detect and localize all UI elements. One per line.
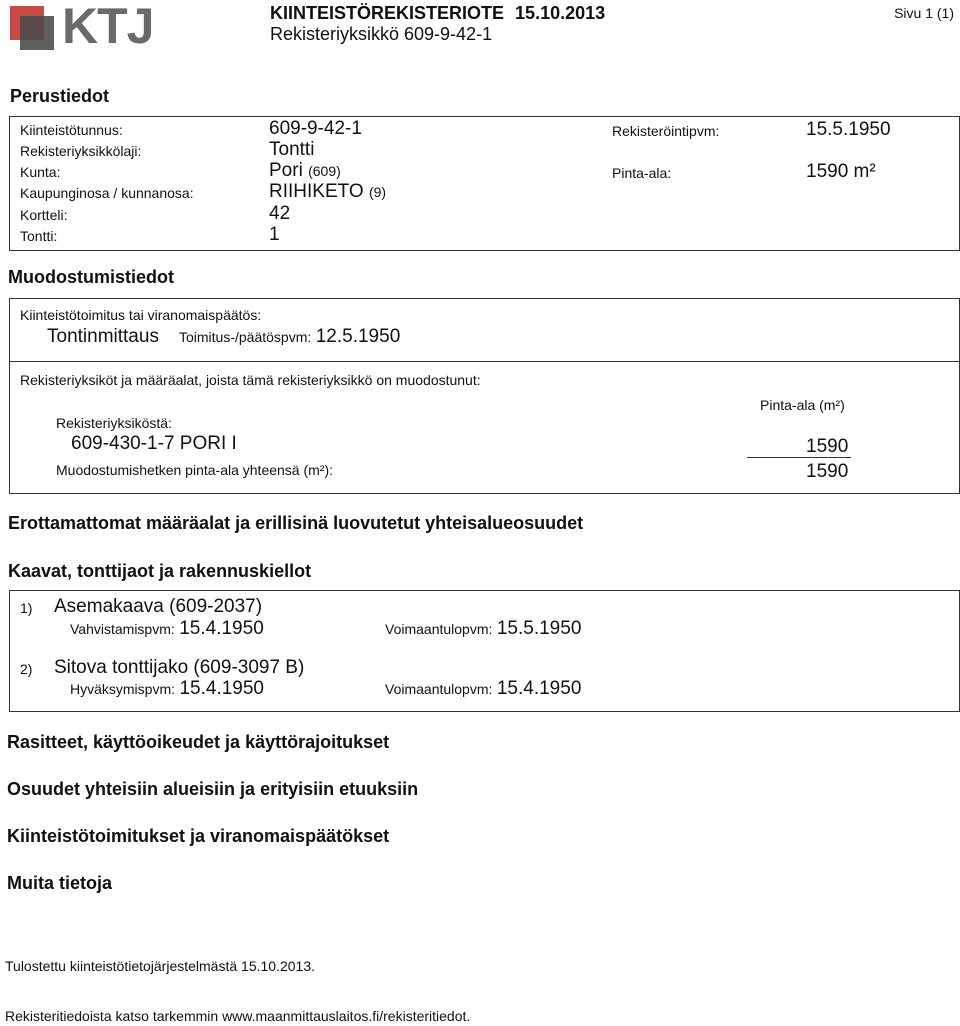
label-rekisteriyksikkolaji: Rekisteriyksikkölaji: bbox=[20, 143, 142, 159]
muodostumistiedot-heading: Muodostumistiedot bbox=[8, 267, 174, 287]
muodostumistiedot-box bbox=[9, 298, 960, 494]
kaava-1-date1-value: 15.4.1950 bbox=[179, 618, 264, 639]
toimitus-date bbox=[179, 326, 400, 348]
more-info-note: Rekisteritiedoista katso tarkemmin www.maanmittauslaitos.fi/rekisteritiedot. bbox=[5, 1008, 471, 1024]
value-kunta-code: (609) bbox=[308, 163, 341, 179]
perustiedot-heading: Perustiedot bbox=[10, 86, 110, 106]
area-column-header: Pinta-ala (m²) bbox=[760, 397, 845, 413]
label-kiinteistotunnus: Kiinteistötunnus: bbox=[20, 122, 123, 138]
label-origin: Rekisteriyksiköt ja määräalat, joista tämä rekisteriyksikkö on muodostunut: bbox=[20, 372, 481, 388]
kaavat-heading: Kaavat, tonttijaot ja rakennuskiellot bbox=[8, 561, 312, 581]
kaava-2-date2-label: Voimaantulopvm: bbox=[385, 681, 493, 697]
value-toimitus-date: 12.5.1950 bbox=[315, 326, 401, 347]
divider-line bbox=[10, 361, 959, 362]
kiinteistotoimitukset-heading: Kiinteistötoimitukset ja viranomaispäätökset bbox=[7, 826, 390, 846]
kaava-1-date1-label: Vahvistamispvm: bbox=[70, 621, 175, 637]
kaava-1-date2-label: Voimaantulopvm: bbox=[385, 621, 493, 637]
logo-grey-square bbox=[20, 16, 54, 50]
osuudet-heading: Osuudet yhteisiin alueisiin ja erityisiin etuuksiin bbox=[7, 779, 419, 799]
rasitteet-heading: Rasitteet, käyttöoikeudet ja käyttörajoitukset bbox=[7, 732, 390, 752]
kaava-2-date2 bbox=[385, 678, 581, 700]
value-tontti: 1 bbox=[269, 224, 280, 245]
erottamattomat-heading: Erottamattomat määräalat ja erillisinä luovutetut yhteisalueosuudet bbox=[8, 513, 584, 533]
value-kortteli: 42 bbox=[269, 203, 291, 224]
kaavat-box bbox=[9, 590, 960, 712]
label-rekisterointipvm: Rekisteröintipvm: bbox=[612, 123, 720, 139]
label-kaupunginosa: Kaupunginosa / kunnanosa: bbox=[20, 185, 194, 201]
value-rekisteriyksikkolaji: Tontti bbox=[269, 139, 315, 160]
logo-text: KTJ bbox=[62, 0, 154, 54]
document-date: 15.10.2013 bbox=[515, 3, 606, 23]
label-toimitus-date: Toimitus-/päätöspvm: bbox=[179, 329, 312, 345]
document-title-text: KIINTEISTÖREKISTERIOTE bbox=[270, 3, 505, 23]
kaava-1-date2-value: 15.5.1950 bbox=[496, 618, 582, 639]
value-kunta bbox=[269, 160, 341, 182]
kaava-2-number: 2) bbox=[20, 661, 33, 677]
kaava-2-title: Sitova tonttijako (609-3097 B) bbox=[54, 657, 305, 678]
value-kaupunginosa bbox=[269, 181, 386, 203]
kaava-1-date2 bbox=[385, 618, 581, 640]
document-subtitle: Rekisteriyksikkö 609-9-42-1 bbox=[270, 24, 493, 44]
perustiedot-box bbox=[9, 116, 960, 251]
value-total-area: 1590 bbox=[806, 461, 849, 482]
kaava-1-number: 1) bbox=[20, 600, 33, 616]
kaava-1-title: Asemakaava (609-2037) bbox=[54, 596, 263, 617]
label-kunta: Kunta: bbox=[20, 164, 61, 180]
value-from: 609-430-1-7 PORI I bbox=[71, 433, 237, 454]
value-kunta-name: Pori bbox=[269, 160, 303, 181]
value-from-area: 1590 bbox=[806, 436, 849, 457]
printed-note: Tulostettu kiinteistötietojärjestelmästä 15.10.2013. bbox=[5, 958, 315, 974]
kaava-2-date1 bbox=[70, 678, 264, 700]
kaava-2-date1-label: Hyväksymispvm: bbox=[70, 681, 176, 697]
page-number: Sivu 1 (1) bbox=[894, 5, 954, 21]
value-kaupunginosa-name: RIIHIKETO bbox=[269, 181, 364, 202]
value-kiinteistotunnus: 609-9-42-1 bbox=[269, 118, 362, 139]
label-kortteli: Kortteli: bbox=[20, 207, 68, 223]
value-toimitus: Tontinmittaus bbox=[47, 326, 159, 347]
kaava-1-date1 bbox=[70, 618, 264, 640]
kaava-2-date2-value: 15.4.1950 bbox=[496, 678, 582, 699]
label-toimitus: Kiinteistötoimitus tai viranomaispäätös: bbox=[20, 307, 262, 323]
sum-line bbox=[747, 457, 851, 458]
label-tontti: Tontti: bbox=[20, 228, 58, 244]
value-kaupunginosa-code: (9) bbox=[368, 184, 387, 200]
value-rekisterointipvm: 15.5.1950 bbox=[806, 119, 891, 140]
kaava-2-date1-value: 15.4.1950 bbox=[179, 678, 264, 699]
label-pinta-ala: Pinta-ala: bbox=[612, 165, 672, 181]
value-pinta-ala: 1590 m² bbox=[806, 161, 876, 182]
document-title bbox=[270, 3, 605, 24]
label-total: Muodostumishetken pinta-ala yhteensä (m²): bbox=[56, 462, 334, 478]
muita-tietoja-heading: Muita tietoja bbox=[7, 873, 113, 893]
label-from: Rekisteriyksiköstä: bbox=[56, 415, 172, 431]
